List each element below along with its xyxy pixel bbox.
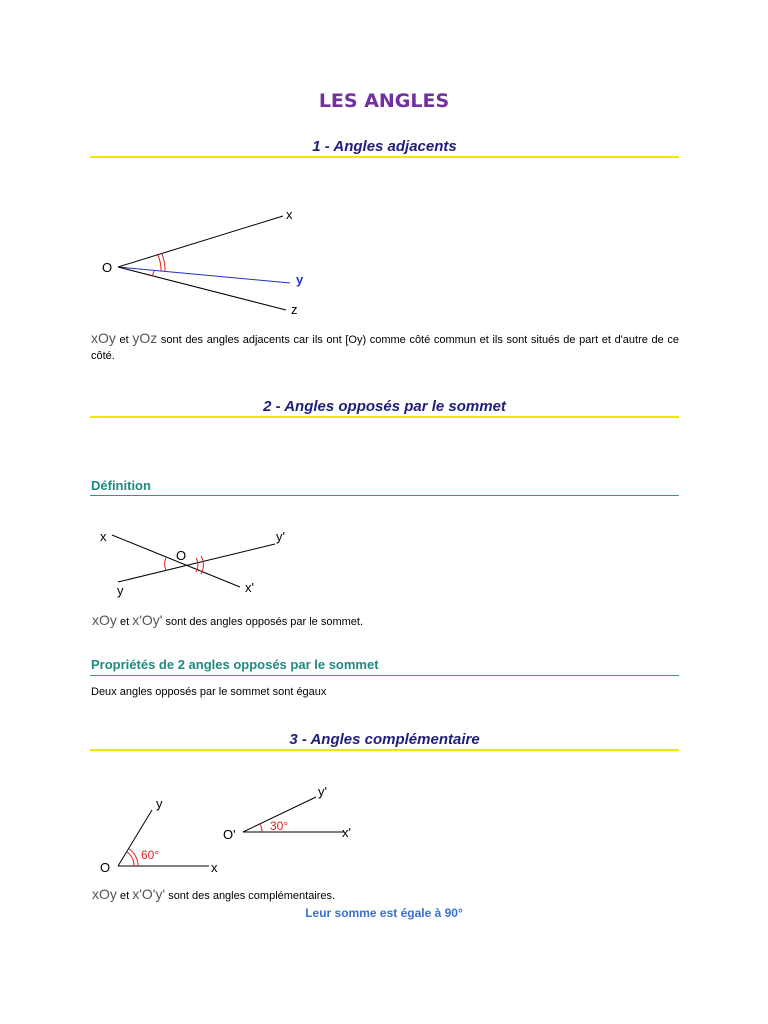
angle-xoy-notation: xOy [92, 886, 117, 902]
label-x: x [286, 207, 293, 222]
label-o: O [102, 260, 113, 275]
label-x-prime: x' [245, 580, 254, 595]
angle-xoy-notation: xOy [91, 330, 116, 346]
label-x: x [100, 529, 107, 544]
page-title: LES ANGLES [318, 90, 450, 112]
opposite-angles-text [92, 612, 680, 630]
label-x-prime: x' [342, 825, 351, 840]
section-3-heading: 3 - Angles complémentaire [289, 731, 480, 748]
section-2-heading: 2 - Angles opposés par le sommet [263, 398, 506, 415]
label-z: z [291, 302, 298, 317]
angle-x2oy2-notation: x'Oy' [132, 612, 163, 628]
et-word: et [119, 334, 129, 346]
section-3-rule [90, 749, 679, 751]
label-y: y [117, 583, 124, 598]
label-o: O [100, 860, 111, 875]
section-1-heading: 1 - Angles adjacents [312, 138, 457, 155]
angle-yoz-notation: yOz [132, 330, 158, 346]
et-word: et [119, 890, 130, 902]
label-y-prime: y' [318, 784, 327, 799]
sum-statement: Leur somme est égale à 90° [305, 906, 463, 920]
label-o-prime: O' [223, 827, 236, 842]
complementary-angles-text [92, 886, 680, 904]
angle-60-label: 60° [141, 848, 160, 862]
angle-xoy-notation: xOy [92, 612, 117, 628]
adjacent-angles-text [91, 330, 679, 364]
label-o: O [176, 548, 187, 563]
angle-arc-yoz [152, 271, 154, 276]
definition-rule [90, 495, 679, 496]
adjacent-description: sont des angles adjacents car ils ont [Oy) comme côté commun et ils sont situés de part et d'autre de ce côté. [91, 334, 679, 362]
properties-rule [90, 675, 679, 676]
properties-heading: Propriétés de 2 angles opposés par le sommet [91, 657, 379, 672]
adjacent-angles-figure [90, 200, 350, 320]
opposite-angles-figure [90, 520, 310, 600]
angle-x2o2y2-notation: x'O'y' [132, 886, 166, 902]
angle-30-label: 30° [270, 819, 289, 833]
label-y: y [296, 272, 304, 287]
opposite-description: sont des angles opposés par le sommet. [165, 616, 364, 628]
definition-heading: Définition [91, 478, 151, 493]
et-word: et [119, 616, 130, 628]
label-x: x [211, 860, 218, 875]
section-1-rule [90, 156, 679, 158]
angle-arc-xoy [158, 255, 161, 271]
label-y: y [156, 796, 163, 811]
properties-text: Deux angles opposés par le sommet sont égaux [91, 686, 327, 698]
label-y-prime: y' [276, 529, 285, 544]
section-2-rule [90, 416, 679, 418]
complementary-angles-figure [90, 780, 370, 885]
complementary-description: sont des angles complémentaires. [168, 890, 336, 902]
